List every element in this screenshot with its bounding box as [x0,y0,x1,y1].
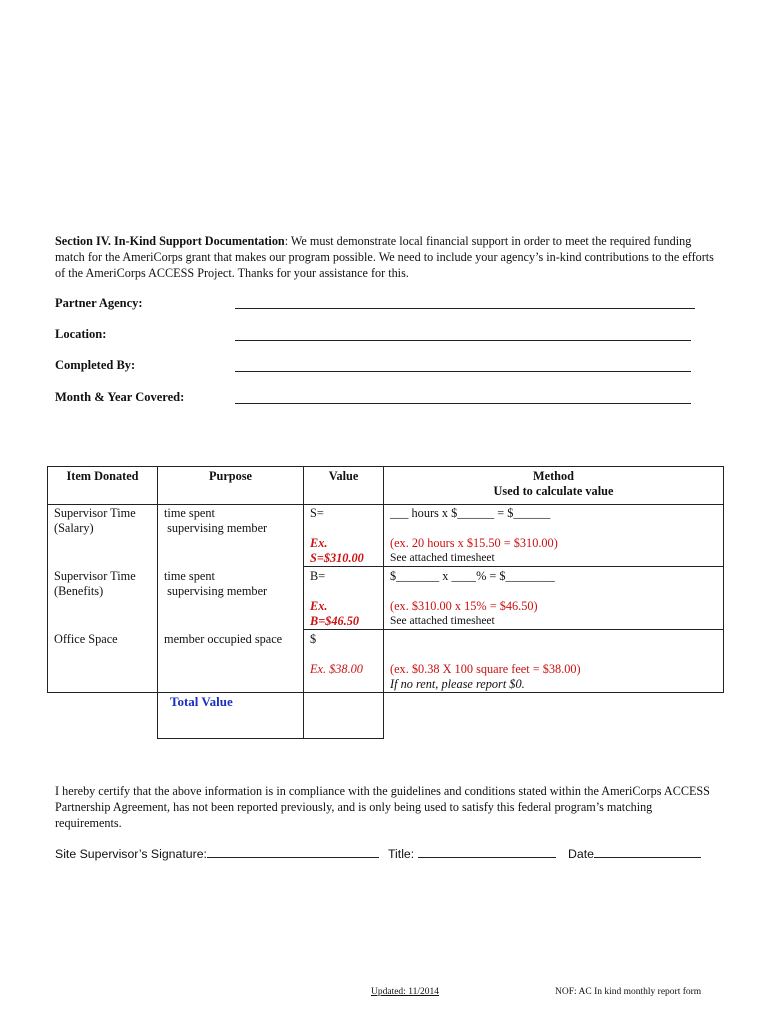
supervisor-signature-group [55,846,379,861]
in-kind-table [47,466,724,739]
footer-form-name: NOF: AC In kind monthly report form [555,987,702,997]
location-field[interactable] [235,340,691,341]
row2-item-line1: Supervisor Time [54,568,136,583]
row1-value-label: S= [310,506,324,520]
header-item-donated: Item Donated [48,467,158,505]
row3-method[interactable] [384,630,724,693]
supervisor-signature-label: Site Supervisor’s Signature: [55,847,207,861]
header-method [384,467,724,505]
row3-item-line1: Office Space [54,631,118,646]
footer-updated: Updated: 11/2014 [371,987,439,997]
row1-value-example-line2: S=$310.00 [310,551,364,565]
header-purpose: Purpose [158,467,304,505]
total-spacer [48,693,158,739]
row1-purpose-line1: time spent [164,506,215,520]
partner-agency-label: Partner Agency: [55,296,143,310]
supervisor-signature-field[interactable] [207,846,379,858]
row1-item-line1: Supervisor Time [54,506,136,520]
intro-paragraph [55,233,715,281]
row1-value[interactable] [304,505,384,567]
total-method-spacer [384,693,724,739]
row2-item-line2: (Benefits) [54,583,104,598]
row1-method[interactable] [384,505,724,567]
row2-value-example-line1: Ex. [310,599,328,613]
row2-method[interactable] [384,567,724,630]
row1-method-example: (ex. 20 hours x $15.50 = $310.00) [390,536,558,550]
row2-purpose [158,567,304,630]
row2-method-note: See attached timesheet [390,615,495,627]
row1-item-line2: (Salary) [54,521,94,535]
month-year-label: Month & Year Covered: [55,390,185,404]
date-group [568,846,701,861]
title-label: Title: [388,847,415,861]
row2-purpose-line2: supervising member [164,583,268,598]
title-group [388,846,556,861]
total-row [48,693,724,739]
location-label: Location: [55,327,107,341]
completed-by-field[interactable] [235,371,691,372]
date-label: Date [568,847,594,861]
row3-item [48,630,158,693]
date-field[interactable] [594,846,701,858]
intro-body: : We must demonstrate local financial support in order to meet the required funding match for the AmeriCorps grant that makes our program possible. We need to include your agency’s in-kind contributions to the efforts of the AmeriCorps ACCESS Project. Thanks for your assistance for this. [55,234,714,280]
row3-method-formula [390,632,717,662]
row3-value-example: Ex. $38.00 [310,662,363,676]
row2-item [48,567,158,630]
row2-value-example-line2: B=$46.50 [310,614,360,628]
header-method-line1: Method [533,469,574,483]
row2-value[interactable] [304,567,384,630]
table-header-row [48,467,724,505]
row1-value-example-line1: Ex. [310,536,328,550]
completed-by-label: Completed By: [55,358,136,372]
row1-purpose [158,505,304,567]
row3-value[interactable] [304,630,384,693]
row2-purpose-line1: time spent [164,568,215,583]
partner-agency-field[interactable] [235,308,695,309]
row3-purpose [158,630,304,693]
total-value-cell[interactable] [304,693,384,739]
total-label-cell [158,693,304,739]
total-value-label: Total Value [170,694,233,709]
row2-method-formula: $_______ x ____% = $________ [390,569,555,583]
table-row [48,505,724,567]
row1-method-note: See attached timesheet [390,552,495,564]
table-row [48,567,724,630]
row3-purpose-line1: member occupied space [164,631,283,646]
row2-method-example: (ex. $310.00 x 15% = $46.50) [390,599,538,613]
row1-purpose-line2: supervising member [164,521,268,535]
row1-item [48,505,158,567]
row3-value-label: $ [310,632,317,646]
header-value: Value [304,467,384,505]
row2-value-label: B= [310,569,326,583]
certification-text: I hereby certify that the above information is in compliance with the guidelines and conditions stated within the AmeriCorps ACCESS Partnership Agreement, has not been reported previously, and is only being used to satisfy this federal program’s matching requirements. [55,784,710,830]
row3-method-example: (ex. $0.38 X 100 square feet = $38.00) [390,662,581,676]
month-year-field[interactable] [235,403,691,404]
row1-method-formula: ___ hours x $______ = $______ [390,506,551,520]
row3-method-note: If no rent, please report $0. [390,677,525,691]
title-field[interactable] [418,846,556,858]
table-row [48,630,724,693]
section-heading: Section IV. In-Kind Support Documentation [55,234,285,248]
header-method-line2: Used to calculate value [493,484,614,498]
